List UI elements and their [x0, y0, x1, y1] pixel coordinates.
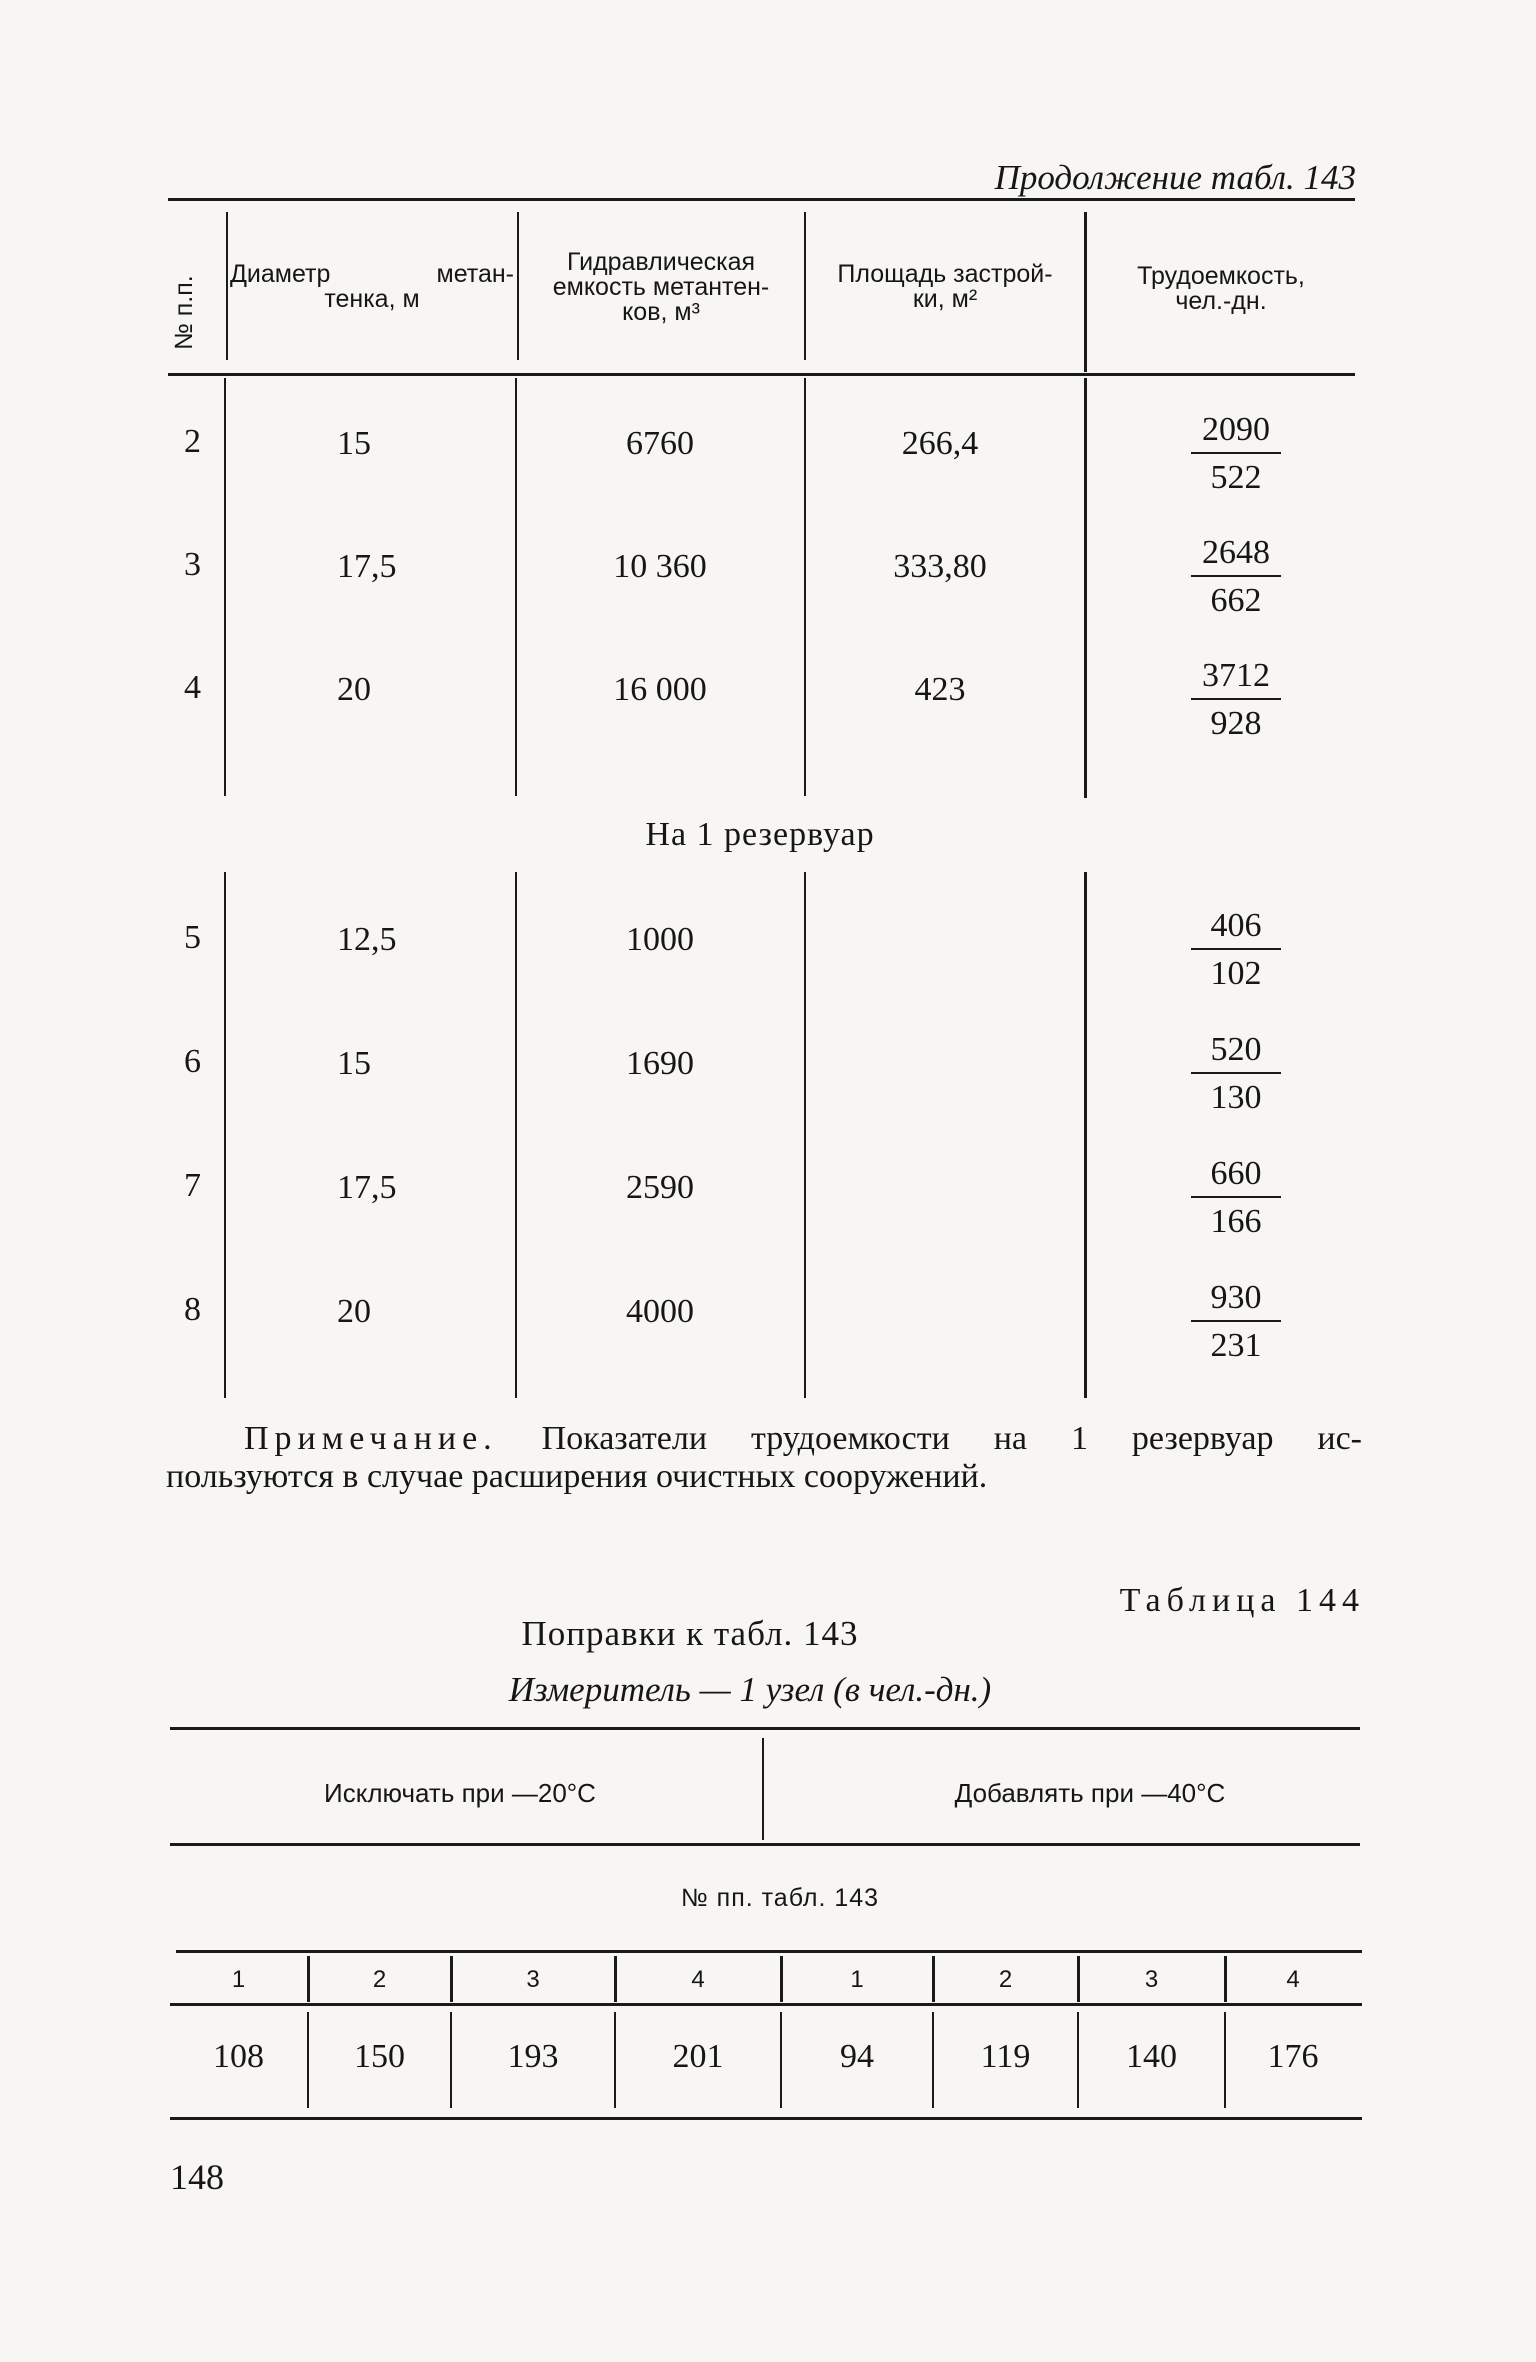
- labor-fraction: 930 231: [1191, 1278, 1281, 1366]
- add-header: Добавлять при —40°С: [954, 1778, 1226, 1808]
- table-cell: 94: [840, 2038, 874, 2075]
- header-bottom-rule: [168, 373, 1355, 376]
- note: [244, 1420, 1362, 1458]
- subheader: № пп. табл. 143: [680, 1884, 880, 1912]
- table-measure: Измеритель — 1 узел (в чел.-дн.): [508, 1670, 992, 1709]
- table-cell: 201: [672, 2038, 724, 2075]
- labor-fraction: 660 166: [1191, 1154, 1281, 1242]
- labor-fraction: 2648 662: [1191, 533, 1281, 621]
- column-header: 2: [372, 1966, 387, 1993]
- column-header: 4: [691, 1966, 705, 1993]
- column-header: 1: [231, 1966, 246, 1993]
- table-title: Поправки к табл. 143: [521, 1614, 859, 1653]
- table-cell: 150: [354, 2038, 405, 2075]
- table-cell: 140: [1126, 2038, 1177, 2075]
- exclude-header: Исключать при —20°С: [324, 1778, 596, 1808]
- labor-fraction: 406 102: [1191, 906, 1281, 994]
- labor-fraction: 520 130: [1191, 1030, 1281, 1118]
- table-cell: 119: [980, 2038, 1031, 2075]
- note-text-1: Показатели трудоемкости на 1 резервуар ис-: [541, 1420, 1362, 1457]
- column-header: 3: [1144, 1966, 1159, 1993]
- header-no: № п.п.: [170, 275, 198, 350]
- column-header: 4: [1286, 1966, 1300, 1993]
- table-top-rule: [168, 198, 1355, 201]
- header-area: Площадь застрой- ки, м²: [837, 260, 1053, 313]
- page-number: 148: [170, 2157, 224, 2197]
- header-capacity: Гидравлическая емкость метантен- ков, м³: [552, 248, 770, 326]
- column-header: 3: [526, 1966, 540, 1993]
- table-label: Таблица 144: [1119, 1582, 1365, 1619]
- labor-fraction: 2090 522: [1191, 410, 1281, 498]
- header-labor: Трудоемкость, чел.-дн.: [1137, 262, 1305, 315]
- table-cell: 176: [1267, 2038, 1319, 2075]
- table-cell: 193: [507, 2038, 559, 2075]
- table-cell: 108: [213, 2038, 264, 2075]
- subheading-per-tank: На 1 резервуар: [645, 816, 875, 853]
- note-text-2: пользуются в случае расширения очистных сооружений.: [166, 1458, 988, 1495]
- column-header: 2: [998, 1966, 1013, 1993]
- labor-fraction: 3712 928: [1191, 656, 1281, 744]
- note-label: Примечание.: [244, 1420, 498, 1457]
- continuation-title: Продолжение табл. 143: [994, 158, 1356, 197]
- header-diameter: Диаметр метан- тенка, м: [230, 260, 514, 313]
- column-header: 1: [850, 1966, 864, 1993]
